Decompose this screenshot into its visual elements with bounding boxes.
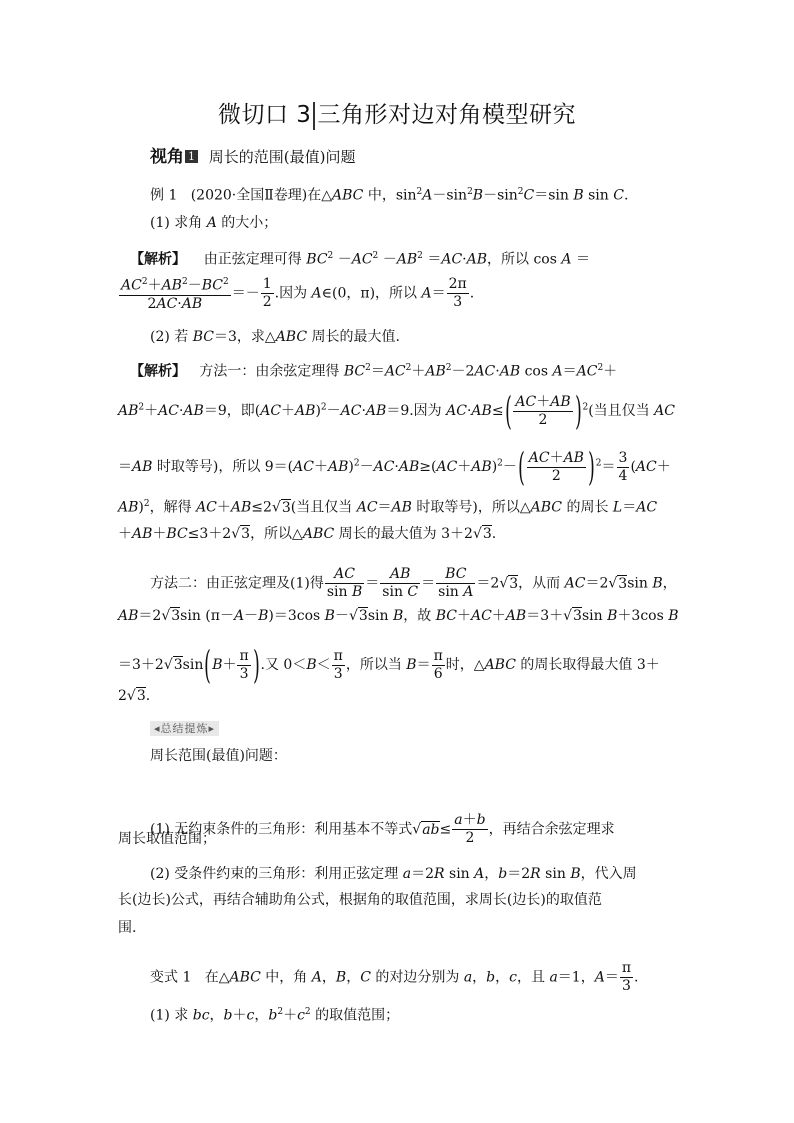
- method-2-line3: ＝3＋2√3sin(B＋ $\frac{\pi}{3}$ ).又 0＜B＜ $\frac{\pi}{3}$ ，所以当 B＝ $\frac{\pi}{6}$ 时，△ABC 的周长取得最大值 3＋: [118, 643, 660, 687]
- solution-2-line2: $AB^2+AC\cdot AB=9$，即$(AC+AB)^2-AC\cdot AB=9$.因为 AC·AB≤( $\frac{AC+AB}{2}$ )$^2$(当且仅当 AC: [118, 389, 675, 433]
- solution-1-line2: $\frac{AC^2+AB^2-BC^2}{2AC\cdot AB}$ ＝－ $\frac{1}{2}$ .因为 A∈(0，π)，所以 A＝ $\frac{2\pi}{3}$ .: [121, 275, 475, 312]
- question-2: (2) 若 BC＝3，求△ABC 周长的最大值.: [150, 329, 400, 345]
- solution-2-line1: 【解析】 方法一：由余弦定理得 $BC^2=AC^2+AB^2-2AC\cdot AB$ $\cos A=AC^2+$: [130, 363, 618, 380]
- solution-2-line4: AB)$^2$，解得 AC＋AB≤2√3(当且仅当 AC＝AB 时取等号)，所以△ABC 的周长 L＝AC: [118, 499, 658, 516]
- question-1: (1) 求角 A 的大小；: [150, 215, 278, 231]
- solution-2-line3: ＝AB 时取等号)，所以 $9=(AC+AB)^2-AC\cdot AB\ge(AC+AB)^2-$( $\frac{AC+AB}{2}$ )$^2$＝ $\frac{3}{4}$ (AC＋: [118, 445, 671, 489]
- summary-point-1-line2: 周长取值范围；: [118, 831, 216, 847]
- summary-point-2-line3: 围.: [118, 920, 137, 936]
- solution-1-line1: 【解析】 由正弦定理可得 $BC^2 -AC^2 -AB^2 =AC\cdot AB$，所以 cos A ＝: [130, 251, 590, 268]
- summary-point-2-line2: 长(边长)公式，再结合辅助角公式，根据角的取值范围，求周长(边长)的取值范: [118, 892, 602, 908]
- method-2-line2: AB＝2√3sin (π－A－B)＝3cos B－√3sin B，故 BC＋AC＋AB＝3＋√3sin B＋3cos B: [118, 608, 679, 624]
- summary-point-1-line1: (1) 无约束条件的三角形：利用基本不等式√ab≤ $\frac{a+b}{2}$ ，再结合余弦定理求: [150, 812, 615, 846]
- page-title: 微切口 3 三角形对边对角模型研究: [218, 102, 576, 128]
- section-heading: 视角 1 周长的范围(最值)问题: [150, 147, 356, 167]
- variant-1: 变式 1 在△ABC 中，角 A，B，C 的对边分别为 a，b，c，且 a＝1，A＝ $\frac{\pi}{3}$ .: [150, 960, 639, 994]
- method-2-line1: 方法二：由正弦定理及(1)得 $\frac{AC}{\text{sin B}}$ ＝ $\frac{AB}{\text{sin C}}$ ＝ $\frac{BC}{\text{sin A}}$ ＝2√3，从而 AC＝2√3sin B，: [150, 566, 677, 600]
- example-1: 例 1 (2020·全国Ⅱ卷理)在△ABC 中，$\sin^2A-\sin^2B-\sin^2C=\sin$ B sin C.: [150, 187, 629, 204]
- summary-tag: ◂总结提炼▸: [150, 720, 219, 736]
- method-2-line4: 2√3.: [118, 688, 151, 704]
- summary-heading: 周长范围(最值)问题：: [150, 748, 287, 764]
- variant-1-question-1: (1) 求 bc，b＋c，$b^2+c^2$ 的取值范围；: [150, 1007, 400, 1024]
- solution-2-line5: ＋AB＋BC≤3＋2√3，所以△ABC 周长的最大值为 3＋2√3.: [118, 526, 497, 542]
- summary-point-2-line1: (2) 受条件约束的三角形：利用正弦定理 a＝2R sin A，b＝2R sin B，代入周: [150, 866, 637, 882]
